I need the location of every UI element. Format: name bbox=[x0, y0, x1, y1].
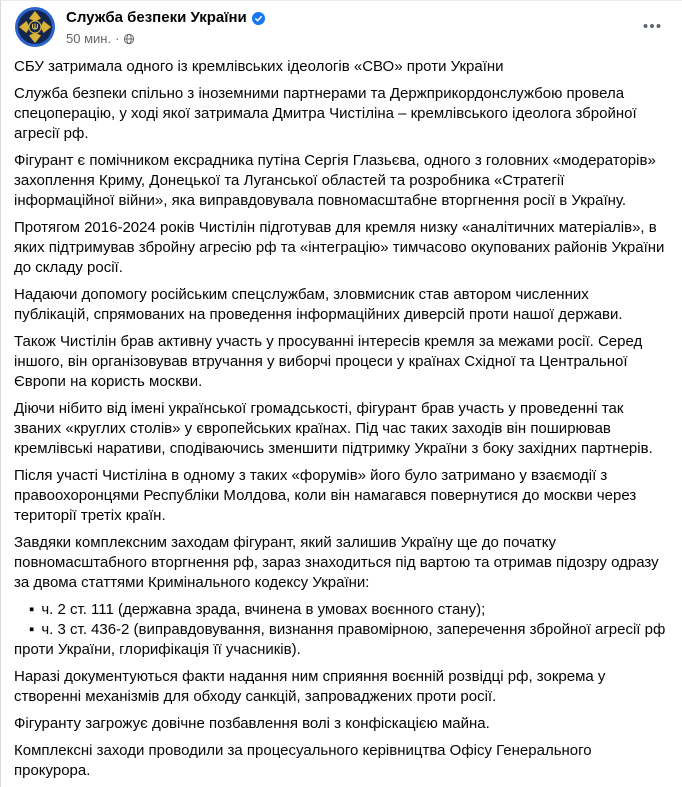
post-header bbox=[1, 1, 682, 54]
post-paragraph: Завдяки комплексним заходам фігурант, який залишив Україну ще до початку повномасштабного вторгнення рф, зараз знаходиться під вартою та отримав підозру одразу за двома статтями Кримінального кодексу України: bbox=[14, 534, 659, 591]
post-paragraph: Після участі Чистіліна в одному з таких «форумів» його було затримано у взаємодії з правоохоронцями Республіки Молдова, коли він намагався повернутися до москви через території третіх країн. bbox=[14, 467, 637, 524]
charge-item bbox=[14, 600, 666, 620]
post-paragraph: Служба безпеки спільно з іноземними партнерами та Держприкордонслужбою провела спецоперацію, у ході якої затримала Дмитра Чистіліна – кремлівського ідеолога збройної агресії рф. bbox=[14, 85, 637, 142]
ellipsis-icon bbox=[642, 16, 662, 36]
post-meta-row bbox=[66, 30, 636, 47]
charge-item bbox=[14, 620, 666, 660]
sbu-emblem-icon bbox=[14, 6, 56, 48]
charge-text: ч. 2 ст. 111 (державна зрада, вчинена в умовах воєнного стану); bbox=[41, 601, 486, 618]
page-avatar[interactable] bbox=[14, 6, 56, 48]
post-paragraph: Фігурант є помічником ексрадника путіна Сергія Глазьєва, одного з головних «модераторів» захоплення Криму, Донецької та Луганської областей та розробника «Стратегії інформаційної війни», яка виправдовувала повномасштабне вторгнення росії в Україну. bbox=[14, 152, 656, 209]
page-name[interactable]: Служба безпеки України bbox=[66, 9, 247, 26]
post-paragraph: СБУ затримала одного із кремлівських ідеологів «СВО» проти України bbox=[14, 58, 504, 75]
globe-icon bbox=[123, 33, 135, 45]
header-text bbox=[66, 6, 636, 47]
post-paragraph: Наразі документуються факти надання ним сприяння воєнній розвідці рф, зокрема у створенні механізмів для обходу санкцій, запроваджених проти росії. bbox=[14, 668, 606, 705]
verified-badge-icon bbox=[252, 12, 265, 25]
post-paragraph: Діючи нібито від імені української громадськості, фігурант брав участь у проведенні так званих «круглих столів» у європейських країнах. Під час таких заходів він поширював кремлівські наративи, сподіваючись зменшити підтримку України з боку західних партнерів. bbox=[14, 400, 653, 457]
post-paragraph: Фігуранту загрожує довічне позбавлення волі з конфіскацією майна. bbox=[14, 715, 490, 732]
post-paragraph: Протягом 2016-2024 років Чистілін підготував для кремля низку «аналітичних матеріалів», в яких підтримував збройну агресію рф та «інтеграцію» тимчасово окупованих районів України до складу росії. bbox=[14, 219, 665, 276]
post-body bbox=[1, 54, 682, 787]
more-options-button[interactable] bbox=[636, 10, 668, 42]
post-paragraph: Надаючи допомогу російським спецслужбам, зловмисник став автором численних публікацій, спрямованих на проведення інформаційних диверсій проти нашої держави. bbox=[14, 286, 623, 323]
charges-list bbox=[14, 600, 666, 660]
bullet-icon: ▪ bbox=[29, 601, 35, 618]
name-row bbox=[66, 8, 636, 28]
post-timestamp[interactable]: 50 мин. bbox=[66, 31, 112, 46]
meta-separator: · bbox=[115, 31, 120, 46]
charge-text: ч. 3 ст. 436-2 (виправдовування, визнання правомірною, заперечення збройної агресії рф проти України, глорифікація її учасників). bbox=[14, 621, 666, 658]
bullet-icon: ▪ bbox=[29, 621, 35, 638]
post-paragraph: Також Чистілін брав активну участь у просуванні інтересів кремля за межами росії. Серед іншого, він організовував втручання у виборчі процеси у країнах Східної та Центральної Європи на користь москви. bbox=[14, 333, 643, 390]
post-paragraph: Комплексні заходи проводили за процесуального керівництва Офісу Генерального прокурора. bbox=[14, 742, 592, 779]
